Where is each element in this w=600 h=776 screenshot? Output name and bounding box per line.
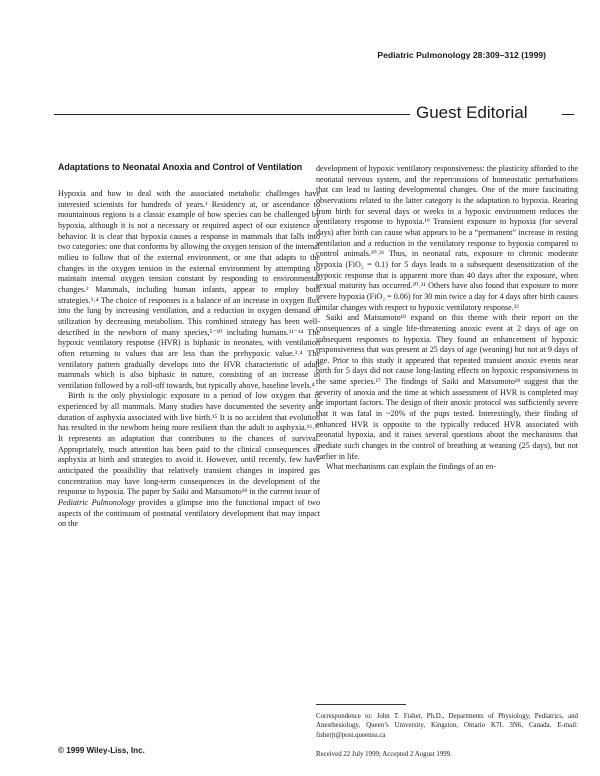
- right-paragraph-2: Saiki and Matsumoto¹⁸ expand on this theme with their report on the consequences of a single life-threatening anoxic event at 2 days of age on subsequent responses to hypoxia. They found an enhancement of hypoxic responsiveness that was present at 25 days of age (weaning) but not at 9 days of age. Prior to this study it appeared that repeated transient anoxic events near birth for 5 days did not cause long-lasting effects on hypoxic responsiveness in the same species.¹⁷ The findings of Saiki and Matsumoto¹⁸ suggest that the severity of anoxia and the time at which assessment of HVR is completed may be important factors. The design of their anoxic protocol was sufficiently severe that it was fatal in ~20% of the pups tested. Interestingly, their finding of enhanced HVR is opposite to the typically reduced HVR associated with neonatal hypoxia, and it raises several questions about the mechanisms that mediate such changes in the control of breathing at weaning (25 days), but not earlier in life.: [316, 313, 578, 461]
- header-rule-right: [562, 114, 574, 115]
- right-paragraph-1: development of hypoxic ventilatory responsiveness: the plasticity afforded to the neonatal nervous system, and the repercussions of homeostatic perturbations that can lead to lasting developmental changes. One of the more fascinating observations related to the latter category is the adaptation to hypoxia. Rearing from birth for several days or weeks in a hypoxic environment reduces the ventilatory response to hypoxia.¹⁹ Transient exposure to hypoxia (for several days) after birth can cause what appears to be a “permanent” increase in resting ventilation and a reduction in the ventilatory response to hypoxia compared to control animals.²⁰˒²¹ Thus, in neonatal rats, exposure to chronic moderate hypoxia (FiO₂ = 0.1) for 5 days leads to a subsequent desensitization of the hypoxic response that is apparent more than 40 days after the exposure, when sexual maturity has occurred.²⁰˒²¹ Others have also found that exposure to more severe hypoxia (FiO₂ = 0.06) for 30 min twice a day for 4 days after birth causes similar changes with respect to hypoxic ventilatory response.²²: [316, 164, 578, 312]
- journal-name-italic: Pediatric Pulmonology: [58, 498, 135, 508]
- article-title: Adaptations to Neonatal Anoxia and Control of Ventilation: [58, 162, 303, 172]
- received-dates: Received 22 July 1999; Accepted 2 August 1999.: [316, 751, 452, 758]
- section-title: Guest Editorial: [416, 103, 528, 122]
- journal-citation: Pediatric Pulmonology 28:309–312 (1999): [377, 50, 546, 60]
- right-column: [316, 164, 578, 473]
- correspondence-note: Correspondence to: John T. Fisher, Ph.D., Departments of Physiology, Pediatrics, and Anesthesiology, Queen’s University, Kingston, Ontario K7L 3N6, Canada. E-mail: fisherjt@post.queensu.ca: [316, 713, 578, 739]
- right-paragraph-3: What mechanisms can explain the findings of an en-: [326, 462, 496, 472]
- left-column: [58, 162, 320, 530]
- left-paragraph-1: Hypoxia and how to deal with the associated metabolic challenges have interested scientists for hundreds of years.¹ Residency at, or ascendance to mountainous regions is a classic example of how species can be challenged by hypoxia, although it is not a necessary or required aspect of our existence or behavior. It is clear that hypoxia causes a response in mammals that falls into two categories: one that conforms by allowing the oxygen tension of the internal milieu to follow that of the external environment, or one that adapts to the changes in the oxygen tension in the external environment by attempting to maintain internal oxygen tension constant by responding to environmental changes.² Mammals, including human infants, appear to employ both strategies.³˒⁴ The choice of responses is a balance of an increase in oxygen flux into the lung by increasing ventilation, and a reduction in oxygen demand or utilization by decreasing metabolism. This combined strategy has been well-described in the newborn of many species,⁵⁻¹⁰ including humans.¹¹⁻¹⁴ The hypoxic ventilatory response (HVR) is biphasic in neonates, with ventilation often returning to values that are less than the prehypoxic value.³˒⁴ The ventilatory pattern gradually develops into the HVR characteristic of adult mammals which is also biphasic in nature, consisting of an increase in ventilation followed by a roll-off towards, but typically above, baseline levels.⁴: [58, 189, 320, 390]
- copyright-notice: © 1999 Wiley-Liss, Inc.: [58, 746, 145, 755]
- header-rule-left: [54, 114, 410, 115]
- left-paragraph-2-text: Birth is the only physiologic exposure to a period of low oxygen that is experienced by all mammals. Many studies have documented the severity and duration of asphyxia associated with live birth.¹⁵ It is no accident that evolution has resulted in the newborn being more resilient than the adult to asphyxia.¹⁶˒¹⁷ It represents an adaptation that contributes to the chances of survival. Appropriately, much attention has been paid to the clinical consequences of asphyxia at birth and strategies to avoid it. However, until recently, few have anticipated the possibility that relatively transient changes in inspired gas concentration may have long-term consequences in the development of the response to hypoxia. The paper by Saiki and Matsumoto¹⁸ in the current issue of: [58, 391, 320, 497]
- left-paragraph-2-tail: provides a glimpse into the functional impact of two aspects of the continuum of postnatal ventilatory development that may impact on the: [58, 498, 320, 529]
- footnote-rule: [316, 704, 406, 705]
- left-paragraph-2: [58, 391, 320, 530]
